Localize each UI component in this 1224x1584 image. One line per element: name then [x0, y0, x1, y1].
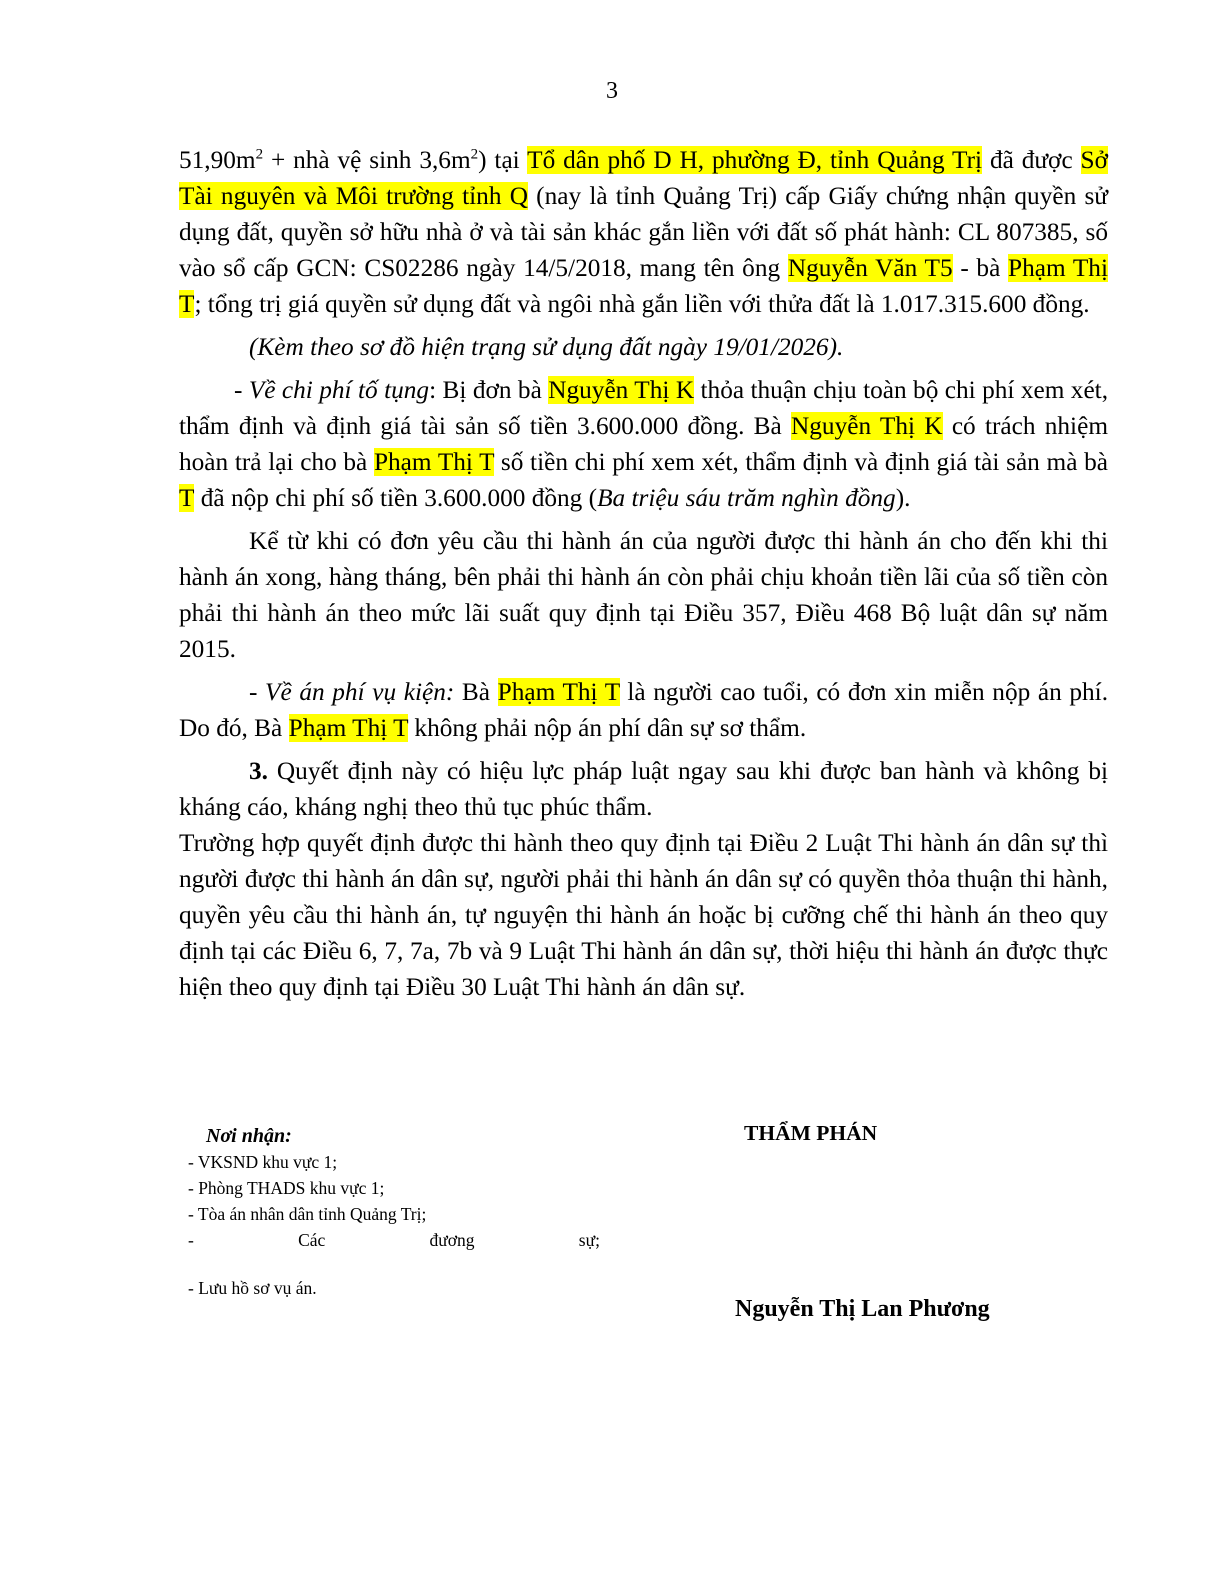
recipient-word: Các — [298, 1230, 326, 1250]
recipient-item: - Tòa án nhân dân tỉnh Quảng Trị; — [188, 1204, 427, 1224]
text-span: - bà — [952, 254, 1008, 282]
text-span: (nay là tỉnh Quảng Trị) cấp Giấy chứng nhận quyền sử dụng đất, quyền sở hữu nhà ở và tài sản khác gắn liền với đất số phát hành: CL 807385, số vào sổ cấp GCN: CS02286 ngày 14/5/2018, mang tên ông — [179, 182, 1108, 282]
superscript: 2 — [470, 146, 479, 163]
text-span: Bà — [454, 678, 498, 706]
recipient-word: đương — [429, 1230, 475, 1250]
highlighted-agency: Sở Tài nguyên và Môi trường tỉnh Q — [179, 146, 1108, 210]
recipient-item — [188, 1227, 600, 1253]
text-span: là người cao tuổi, có đơn xin miễn nộp án phí. Do đó, Bà — [179, 678, 1109, 742]
highlighted-name: T — [179, 484, 195, 512]
document-body — [179, 142, 1108, 1005]
text-span: : Bị đơn bà — [429, 376, 549, 404]
effect-paragraph — [179, 753, 1108, 825]
interest-paragraph: Kể từ khi có đơn yêu cầu thi hành án của người được thi hành án cho đến khi thi hành án xong, hàng tháng, bên phải thi hành án còn phải chịu khoản tiền lãi của số tiền còn phải thi hành án theo mức lãi suất quy định tại Điều 357, Điều 468 Bộ luật dân sự năm 2015. — [179, 527, 1108, 663]
property-paragraph — [179, 142, 1108, 322]
judge-name: Nguyễn Thị Lan Phương — [735, 1296, 990, 1322]
recipients-block — [188, 1123, 628, 1301]
highlighted-name: Nguyễn Văn T5 — [787, 254, 953, 282]
recipient-item: - VKSND khu vực 1; — [188, 1152, 338, 1172]
text-span: số tiền chi phí xem xét, thẩm định và định giá tài sản mà bà — [494, 448, 1108, 476]
recipients-title: Nơi nhận: — [206, 1125, 292, 1147]
highlighted-name: Phạm Thị T — [288, 714, 409, 742]
page-number: 3 — [606, 78, 618, 104]
recipient-item: - Phòng THADS khu vực 1; — [188, 1178, 385, 1198]
text-span: 51,90m — [179, 146, 256, 174]
highlighted-name: Nguyễn Thị K — [548, 376, 695, 404]
attachment-note: (Kèm theo sơ đồ hiện trạng sử dụng đất ngày 19/01/2026). — [249, 333, 844, 361]
text-span: có trách nhiệm hoàn trả lại cho bà — [179, 412, 1108, 476]
highlighted-address: Tổ dân phố D H, phường Đ, tỉnh Quảng Trị — [527, 146, 983, 174]
section-lead: - Về án phí vụ kiện: — [249, 678, 455, 706]
judge-title: THẨM PHÁN — [744, 1121, 878, 1145]
text-span: ) tại — [478, 146, 528, 174]
text-span: + nhà vệ sinh 3,6m — [263, 146, 471, 174]
court-fee-paragraph — [179, 674, 1108, 746]
highlighted-name: Phạm Thị T — [373, 448, 495, 476]
item-number: 3. — [249, 757, 268, 785]
text-span: ). — [895, 484, 911, 512]
litigation-cost-paragraph — [179, 372, 1108, 516]
text-span: không phải nộp án phí dân sự sơ thẩm. — [408, 714, 807, 742]
highlighted-name: Phạm Thị T — [179, 254, 1108, 318]
text-span: ; tổng trị giá quyền sử dụng đất và ngôi nhà gắn liền với thửa đất là 1.017.315.600 đồng. — [194, 290, 1090, 318]
section-lead: - Về chi phí tố tụng — [234, 376, 430, 404]
text-span: Quyết định này có hiệu lực pháp luật ngay sau khi được ban hành và không bị kháng cáo, kháng nghị theo thủ tục phúc thẩm. — [179, 757, 1108, 821]
text-span: thỏa thuận chịu toàn bộ chi phí xem xét, thẩm định và định giá tài sản số tiền 3.600.000 đồng. Bà — [179, 376, 1109, 440]
recipient-word: - — [188, 1230, 194, 1250]
text-span: đã nộp chi phí số tiền 3.600.000 đồng ( — [194, 484, 598, 512]
highlighted-name: Nguyễn Thị K — [791, 412, 943, 440]
text-span: đã được — [982, 146, 1081, 174]
superscript: 2 — [255, 146, 264, 163]
recipient-item: - Lưu hồ sơ vụ án. — [188, 1278, 317, 1298]
highlighted-name: Phạm Thị T — [497, 678, 620, 706]
amount-in-words: Ba triệu sáu trăm nghìn đồng — [597, 484, 896, 512]
recipient-word: sự; — [578, 1230, 600, 1250]
enforcement-paragraph: Trường hợp quyết định được thi hành theo quy định tại Điều 2 Luật Thi hành án dân sự thì người được thi hành án dân sự, người phải thi hành án dân sự có quyền thỏa thuận thi hành, quyền yêu cầu thi hành án, tự nguyện thi hành án hoặc bị cưỡng chế thi hành án theo quy định tại các Điều 6, 7, 7a, 7b và 9 Luật Thi hành án dân sự, thời hiệu thi hành án được thực hiện theo quy định tại Điều 30 Luật Thi hành án dân sự. — [179, 829, 1108, 1001]
